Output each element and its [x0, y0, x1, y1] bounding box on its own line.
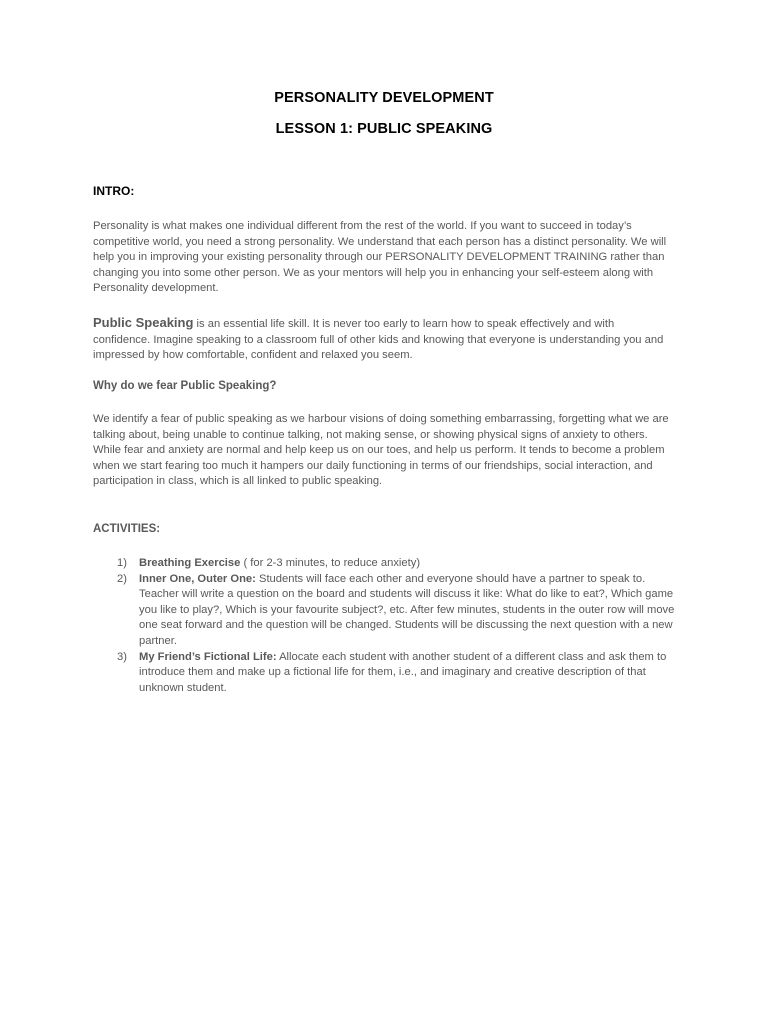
intro-heading: INTRO:	[93, 184, 135, 198]
activities-list	[93, 556, 683, 696]
fear-paragraph: We identify a fear of public speaking as we harbour visions of doing something embarrassing, forgetting what we are talking about, being unable to continue talking, not making sense, or showing physical signs of anxiety to others. While fear and anxiety are normal and help keep us on our toes, and help us perform. It tends to become a problem when we start fearing too much it hampers our daily functioning in terms of our friendships, social interaction, and participation in class, which is all linked to public speaking.	[93, 413, 669, 488]
list-item	[93, 650, 683, 697]
activity-title: Inner One, Outer One:	[139, 572, 256, 585]
list-item	[93, 572, 683, 650]
document-title: PERSONALITY DEVELOPMENT	[274, 90, 494, 106]
activity-title: My Friend’s Fictional Life:	[139, 650, 277, 663]
activity-text: Students will face each other and everyone should have a partner to speak to. Teacher will write a question on the board and students will discuss it like: What do like to eat?, Which game you like to play?, Which is your favourite subject?, etc. After few minutes, students in the outer row will move one seat forward and the question will be changed. Students will be discussing the next question with a new partner.	[139, 572, 675, 647]
public-speaking-paragraph	[93, 315, 673, 364]
lesson-title: LESSON 1: PUBLIC SPEAKING	[275, 121, 493, 137]
activities-heading: ACTIVITIES:	[93, 523, 161, 535]
public-speaking-lead: Public Speaking	[93, 315, 194, 330]
fear-heading: Why do we fear Public Speaking?	[93, 380, 277, 392]
list-item	[93, 556, 683, 572]
list-number: 2)	[117, 572, 127, 585]
activity-text: ( for 2-3 minutes, to reduce anxiety)	[240, 557, 421, 569]
public-speaking-text: is an essential life skill. It is never too early to learn how to speak effectively and with confidence. Imagine speaking to a classroom full of other kids and knowing that everyone is understanding you and impressed by how comfortable, confident and relaxed you seem.	[93, 318, 664, 362]
activity-title: Breathing Exercise	[139, 557, 241, 569]
activity-text: Allocate each student with another student of a different class and ask them to introduce them and make up a fictional life for them, i.e., and imaginary and creative description of that unknown student.	[139, 650, 667, 694]
intro-paragraph: Personality is what makes one individual different from the rest of the world. If you want to succeed in today’s competitive world, you need a strong personality. We understand that each person has a distinct personality. We will help you in improving your existing personality through our PERSONALITY DEVELOPMENT TRAINING rather than changing you into some other person. We as your mentors will help you in enhancing your self-esteem along with Personality development.	[93, 220, 667, 295]
list-number: 3)	[117, 650, 127, 663]
list-number: 1)	[117, 557, 127, 569]
